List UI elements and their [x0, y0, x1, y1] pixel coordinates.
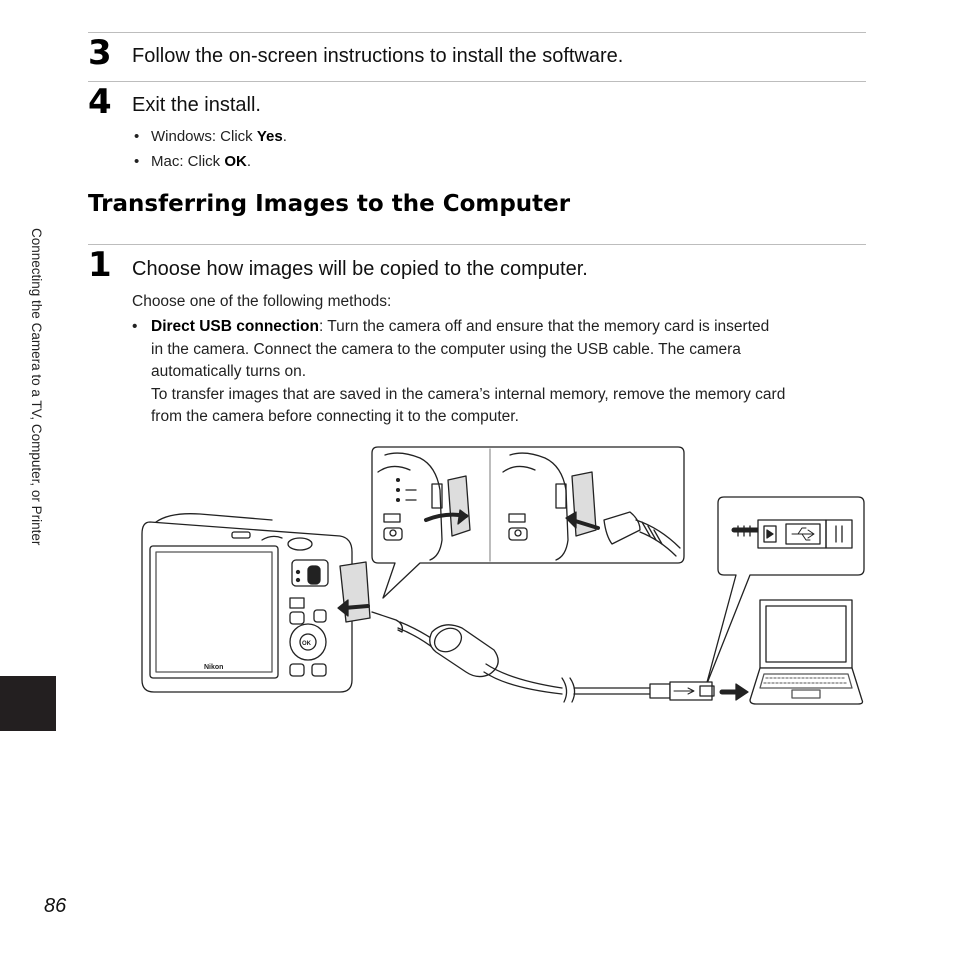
- chapter-tab: [0, 676, 56, 731]
- usb-cable: [372, 612, 748, 702]
- bullet-dot: •: [134, 128, 140, 145]
- camera-body: [142, 514, 370, 692]
- usb-bullet-line-5: from the camera before connecting it to the computer.: [151, 408, 519, 425]
- usb-bullet-bold: Direct USB connection: [151, 318, 319, 335]
- bullet-windows-suffix: .: [282, 128, 287, 145]
- ok-button-label: OK: [302, 641, 311, 647]
- usb-a-plug: [650, 684, 670, 698]
- bullet-windows-bold: Yes: [256, 128, 283, 145]
- step-1-text: Choose how images will be copied to the computer.: [132, 258, 588, 280]
- bullet-mac-suffix: .: [246, 153, 252, 170]
- methods-intro: Choose one of the following methods:: [132, 293, 392, 310]
- step-3-text: Follow the on-screen instructions to install the software.: [132, 45, 624, 67]
- section-title: Transferring Images to the Computer: [88, 191, 571, 217]
- step-number-1: 1: [88, 245, 112, 285]
- usb-bullet-line-4: To transfer images that are saved in the camera’s internal memory, remove the memory card: [151, 385, 786, 403]
- step-4-text: Exit the install.: [132, 94, 261, 116]
- bullet-dot: •: [132, 318, 138, 335]
- chapter-sidebar-label: Connecting the Camera to a TV, Computer, or Printer: [29, 228, 44, 546]
- usb-bullet-line-2: in the camera. Connect the camera to the computer using the USB cable. The camera: [151, 340, 741, 358]
- camera-brand-label: Nikon: [204, 664, 224, 671]
- laptop-icon: [750, 600, 863, 704]
- bullet-dot: •: [134, 153, 140, 170]
- usb-bullet-line-3: automatically turns on.: [151, 363, 307, 380]
- shutter-button: [288, 538, 312, 550]
- bullet-mac-bold: OK: [224, 153, 247, 170]
- page-number: 86: [44, 895, 67, 917]
- step-number-4: 4: [88, 82, 112, 122]
- record-button: [308, 566, 320, 584]
- bullet-mac-prefix: Mac: Click: [151, 153, 225, 170]
- usb-bullet-text-1: : Turn the camera off and ensure that the memory card is inserted: [318, 318, 770, 335]
- bullet-windows-prefix: Windows: Click: [151, 128, 257, 145]
- step-number-3: 3: [88, 33, 112, 73]
